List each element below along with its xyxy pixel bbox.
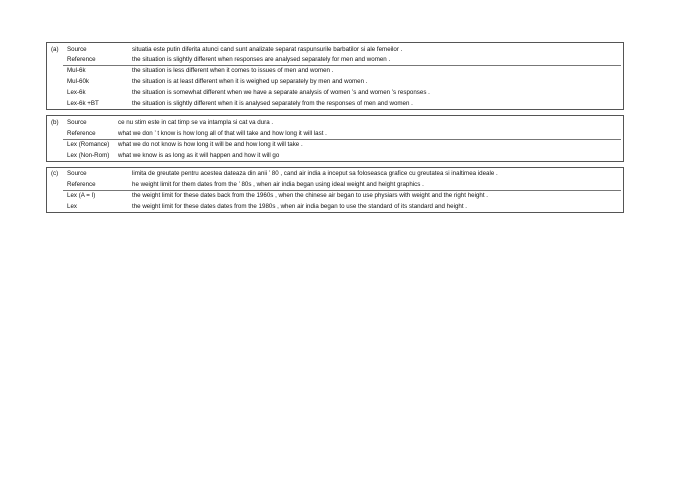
panel-row: [47, 87, 625, 98]
system-label: Lex-6k: [67, 89, 86, 96]
sentence-text: what we do not know is how long it will be and how long it will take .: [118, 141, 303, 148]
sentence-text: situatia este putin diferita atunci cand sunt analizate separat raspunsurile barbatilor si ale femeilor .: [132, 46, 403, 53]
sentence-text: ce nu stim este in cat timp se va intampla si cat va dura .: [118, 119, 274, 126]
panel-tag: (a): [51, 46, 59, 53]
panel-row: [47, 139, 625, 150]
panel-row: [47, 65, 625, 76]
panel-tag: (c): [51, 170, 59, 177]
panel-row: [47, 117, 625, 128]
sentence-text: the situation is somewhat different when we have a separate analysis of women ’s and women ’s responses .: [132, 89, 430, 96]
sentence-text: the situation is slightly different when it is analysed separately from the responses of men and women .: [132, 100, 413, 107]
example-panel-a: [46, 42, 624, 110]
panel-row: [47, 168, 625, 179]
sentence-text: the situation is slightly different when responses are analysed separately for men and women .: [132, 56, 391, 63]
system-label: Mul-60k: [67, 78, 90, 85]
system-label: Reference: [67, 130, 96, 137]
sentence-text: limita de greutate pentru acestea dateaza din anii ’ 80 , cand air india a inceput sa foloseasca grafice cu greutatea si inaltimea ideale .: [132, 170, 498, 177]
system-label: Mul-6k: [67, 67, 86, 74]
sentence-text: the situation is at least different when it is weighed up separately by men and women .: [132, 78, 368, 85]
system-label: Source: [67, 119, 87, 126]
system-label: Lex: [67, 203, 77, 210]
panel-row: [47, 201, 625, 212]
system-label: Lex (A = I): [67, 192, 96, 199]
sentence-text: he weight limit for them dates from the ’ 80s , when air india began using ideal weight and height graphics .: [132, 181, 424, 188]
panel-row: [47, 76, 625, 87]
panel-row: [47, 190, 625, 201]
example-panel-b: [46, 115, 624, 162]
system-label: Lex (Romance): [67, 141, 110, 148]
system-label: Lex (Non-Rom): [67, 152, 110, 159]
panel-row: [47, 150, 625, 161]
example-panel-c: [46, 167, 624, 213]
sentence-text: the weight limit for these dates dates from the 1980s , when air india began to use the standard of its standard and height .: [132, 203, 468, 210]
system-label: Lex-6k +BT: [67, 100, 99, 107]
system-label: Source: [67, 170, 87, 177]
sentence-text: what we don ’ t know is how long all of that will take and how long it will last .: [118, 130, 327, 137]
system-label: Reference: [67, 56, 96, 63]
sentence-text: the weight limit for these dates back from the 1960s , when the chinese air began to use physiars with weight and the right height .: [132, 192, 488, 199]
sentence-text: what we know is as long as it will happen and how it will go: [118, 152, 280, 159]
panel-row: [47, 179, 625, 190]
system-label: Source: [67, 46, 87, 53]
panel-row: [47, 98, 625, 109]
panel-tag: (b): [51, 119, 59, 126]
system-label: Reference: [67, 181, 96, 188]
sentence-text: the situation is less different when it comes to issues of men and women .: [132, 67, 334, 74]
panel-row: [47, 54, 625, 65]
panel-row: [47, 128, 625, 139]
